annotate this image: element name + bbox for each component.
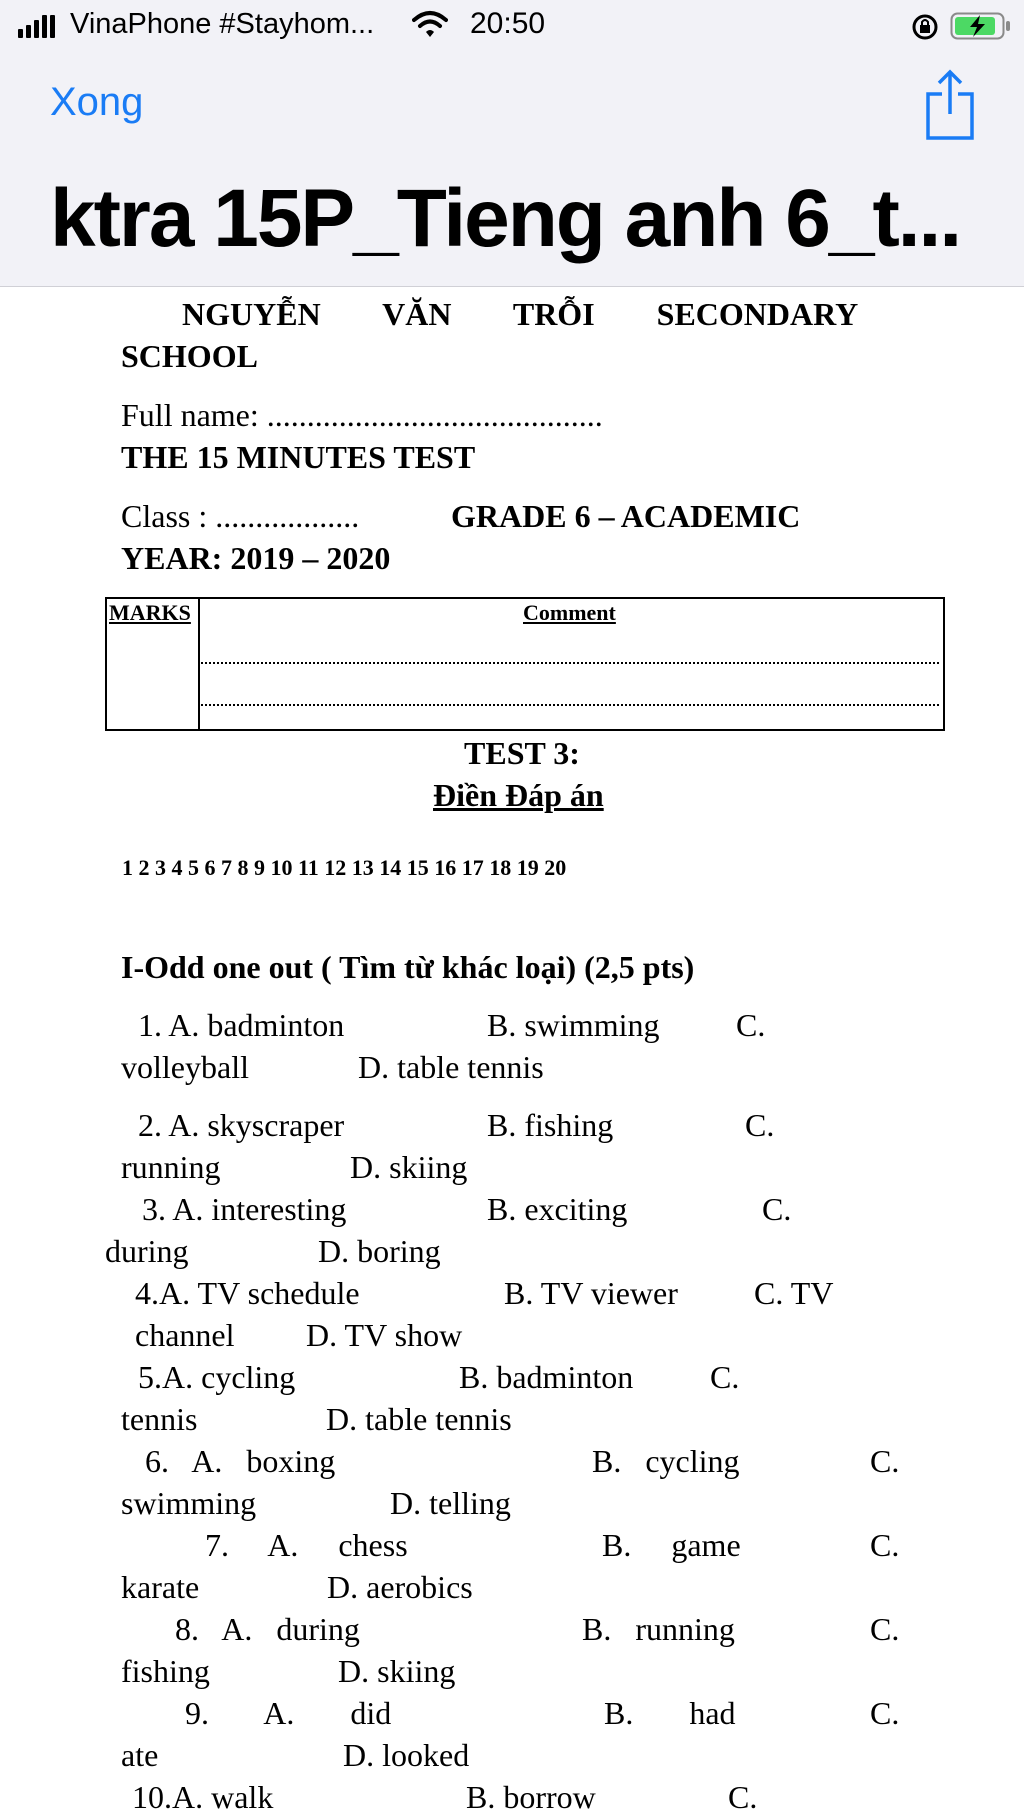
- comment-dotted-line: [201, 704, 939, 706]
- full-name-field: Full name: ..........................................: [121, 397, 603, 433]
- question-option-b: B. game: [602, 1527, 741, 1563]
- test-title: THE 15 MINUTES TEST: [121, 439, 476, 475]
- fill-answers-heading: Điền Đáp án: [433, 777, 604, 813]
- question-option-d: D. skiing: [338, 1653, 456, 1689]
- question-option-c-text: during: [105, 1233, 189, 1269]
- question-option-c: C.: [728, 1779, 758, 1815]
- nav-header: [0, 52, 1024, 287]
- question-option-d: D. table tennis: [358, 1049, 544, 1085]
- question-option-b: B. swimming: [487, 1007, 660, 1043]
- question-option-c: C.: [745, 1107, 775, 1143]
- test-number: TEST 3:: [464, 735, 580, 771]
- section-title: I-Odd one out ( Tìm từ khác loại) (2,5 pts): [121, 949, 695, 985]
- question-option-d: D. aerobics: [327, 1569, 473, 1605]
- question-option-c: C.: [710, 1359, 740, 1395]
- done-button[interactable]: Xong: [50, 80, 144, 124]
- status-time: 20:50: [470, 7, 546, 40]
- question-option-b: B. badminton: [459, 1359, 634, 1395]
- question-option-a: 3. A. interesting: [142, 1191, 347, 1227]
- question-option-c: C.: [870, 1443, 900, 1479]
- question-option-a: 1. A. badminton: [138, 1007, 345, 1043]
- question-option-c-text: swimming: [121, 1485, 257, 1521]
- question-option-b: B. exciting: [487, 1191, 628, 1227]
- question-option-b: B. TV viewer: [504, 1275, 678, 1311]
- question-option-d: D. boring: [318, 1233, 441, 1269]
- school-name-line1: NGUYỄN VĂN TRỖI SECONDARY: [182, 296, 859, 332]
- question-option-b: B. had: [604, 1695, 736, 1731]
- marks-comment-table: [105, 597, 945, 731]
- question-option-c-text: channel: [135, 1317, 235, 1353]
- question-option-c-text: karate: [121, 1569, 200, 1605]
- comment-dotted-line: [201, 662, 939, 664]
- battery-charging-icon: [950, 12, 1012, 45]
- question-option-c: C.: [870, 1527, 900, 1563]
- question-option-c: C.: [762, 1191, 792, 1227]
- question-option-b: B. cycling: [592, 1443, 740, 1479]
- document-title: ktra 15P_Tieng anh 6_t...: [50, 173, 961, 264]
- marks-cell: [107, 599, 200, 729]
- question-option-d: D. skiing: [350, 1149, 468, 1185]
- rotation-lock-icon: [910, 12, 940, 47]
- question-option-d: D. TV show: [306, 1317, 463, 1353]
- question-option-a: 10.A. walk: [132, 1779, 274, 1815]
- question-option-c: C.: [870, 1695, 900, 1731]
- school-name-line2: SCHOOL: [121, 338, 258, 374]
- grade-line1: GRADE 6 – ACADEMIC: [451, 498, 801, 534]
- class-field: Class : ..................: [121, 498, 360, 534]
- question-option-d: D. looked: [343, 1737, 470, 1773]
- question-option-c: C.: [736, 1007, 766, 1043]
- comment-label: Comment: [523, 600, 616, 625]
- question-option-a: 9. A. did: [185, 1695, 392, 1731]
- question-option-a: 5.A. cycling: [138, 1359, 296, 1395]
- question-option-c: C.: [870, 1611, 900, 1647]
- question-option-c-text: fishing: [121, 1653, 210, 1689]
- grade-line2: YEAR: 2019 – 2020: [121, 540, 391, 576]
- document-page[interactable]: [0, 287, 1024, 1820]
- question-option-b: B. borrow: [466, 1779, 596, 1815]
- question-option-d: D. table tennis: [326, 1401, 512, 1437]
- question-option-a: 4.A. TV schedule: [135, 1275, 360, 1311]
- question-option-d: D. telling: [390, 1485, 511, 1521]
- question-option-a: 8. A. during: [175, 1611, 360, 1647]
- question-option-c-text: ate: [121, 1737, 159, 1773]
- question-option-b: B. fishing: [487, 1107, 614, 1143]
- question-option-c: C. TV: [754, 1275, 834, 1311]
- wifi-icon: [412, 10, 448, 43]
- answer-number-row: 1 2 3 4 5 6 7 8 9 10 11 12 13 14 15 16 17 18 19 20: [122, 855, 567, 880]
- question-option-b: B. running: [582, 1611, 735, 1647]
- question-option-a: 2. A. skyscraper: [138, 1107, 345, 1143]
- question-option-a: 7. A. chess: [205, 1527, 408, 1563]
- question-option-c-text: tennis: [121, 1401, 198, 1437]
- question-option-a: 6. A. boxing: [145, 1443, 336, 1479]
- question-option-c-text: volleyball: [121, 1049, 249, 1085]
- carrier-name: VinaPhone #Stayhom...: [70, 8, 375, 40]
- question-option-c-text: running: [121, 1149, 221, 1185]
- marks-label: MARKS: [109, 600, 191, 625]
- status-bar: [0, 0, 1024, 52]
- share-icon[interactable]: [922, 68, 978, 147]
